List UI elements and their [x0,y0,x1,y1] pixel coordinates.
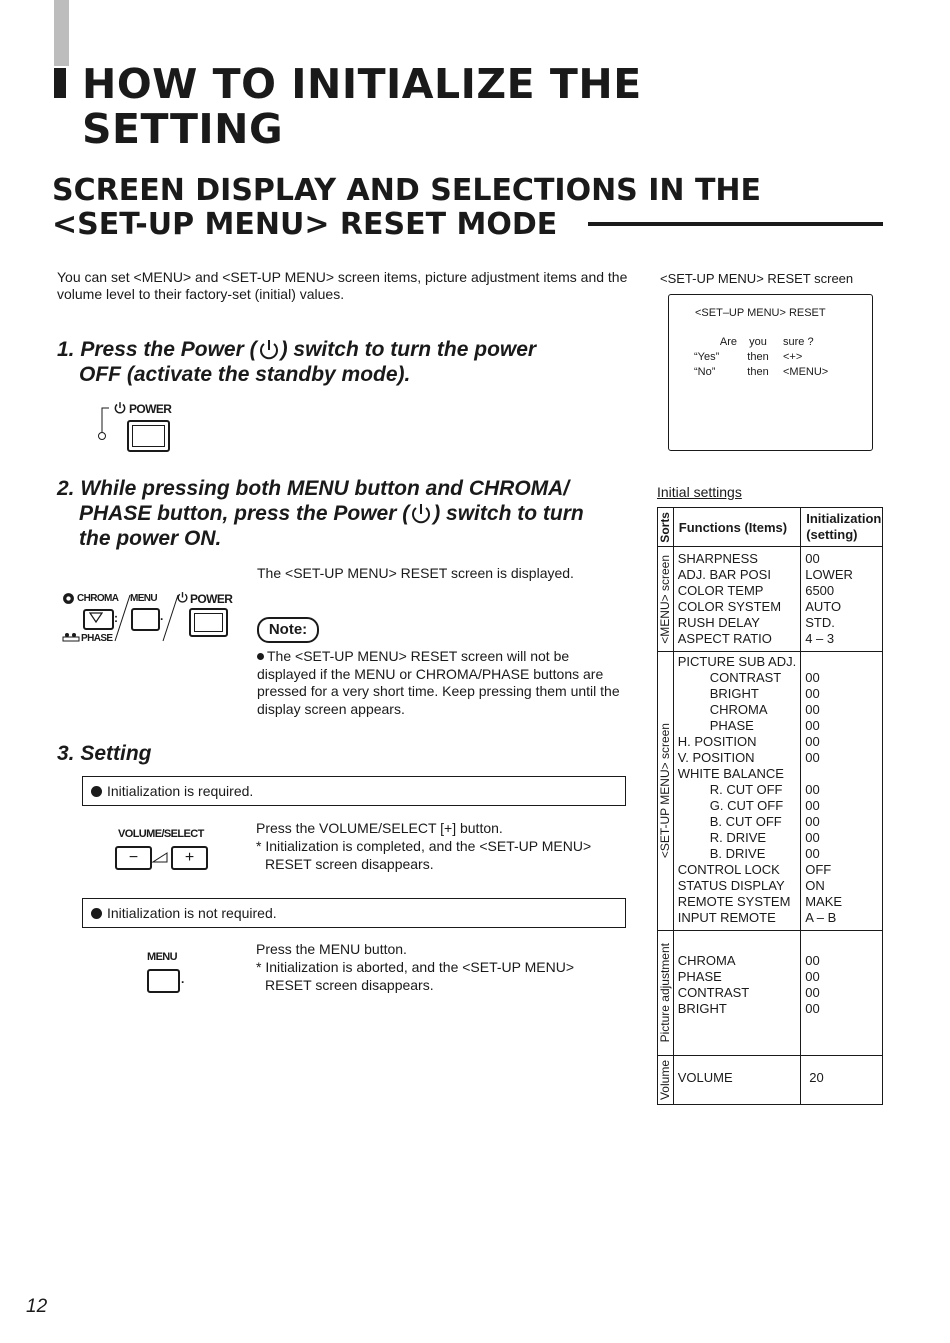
item-value [805,654,878,670]
sort-cell: Picture adjustment [658,931,674,1056]
power-label: POWER [190,592,233,606]
volume-minus-button[interactable]: − [115,846,152,870]
initialization-cell [801,1056,883,1105]
item-value: A – B [805,910,837,925]
divider-slash [112,593,132,643]
colon-mark: : [114,611,118,625]
initialization-cell [801,652,883,931]
item-name: CHROMA [677,953,736,968]
not-required-label: Initialization is not required. [107,905,277,921]
item-value: MAKE [805,894,843,909]
item-name: BRIGHT [677,1001,727,1016]
required-bar [82,776,626,806]
menu-button[interactable] [131,608,160,631]
item-name: RUSH DELAY [677,615,760,630]
item-value: 00 [805,830,820,845]
item-value: AUTO [805,599,842,614]
initialization-cell [801,931,883,1056]
header-functions: Functions (Items) [673,508,800,547]
item-value: LOWER [805,567,853,582]
chroma-label: CHROMA [77,593,119,604]
item-name: R. CUT OFF [709,782,783,797]
item-name: INPUT REMOTE [677,910,776,925]
down-triangle-icon [89,612,103,624]
bullet-icon [91,908,102,919]
not-required-instructions: Press the MENU button. * Initialization is aborted, and the <SET-UP MENU> RESET screen disappears. [256,941,575,993]
item-name: B. DRIVE [709,846,766,861]
item-value: OFF [805,862,832,877]
item-value: 4 – 3 [805,631,835,646]
item-name: REMOTE SYSTEM [677,894,791,909]
bullet-icon [257,653,264,660]
page-number: 12 [26,1296,48,1317]
item-name: CHROMA [709,702,768,717]
section-rule [588,222,883,226]
phase-label: PHASE [81,633,113,644]
sort-cell: <MENU> screen [658,547,674,652]
phase-icon [62,632,80,642]
step-3-heading: 3. Setting [57,742,152,765]
item-name: CONTRAST [709,670,782,685]
step-2-heading: 2. While pressing both MENU button and CHROMA/ PHASE button, press the Power ( ) switch to turn the power ON. [57,477,584,551]
initial-settings-table [657,507,883,1105]
item-name: PICTURE SUB ADJ. [677,654,797,669]
reset-screen-message: Are you sure ? “Yes” then <+> “No” then <MENU> [694,336,829,378]
title-line-1: HOW TO INITIALIZE THE [82,60,642,108]
item-value: 00 [805,670,820,685]
chroma-icon [62,592,75,605]
item-value: 00 [805,969,820,984]
item-name: CONTROL LOCK [677,862,780,877]
dot-mark: . [181,972,185,986]
header-sorts: Sorts [658,508,674,547]
power-button[interactable] [127,420,170,452]
item-value: 00 [805,985,820,1000]
item-name: STATUS DISPLAY [677,878,785,893]
item-name: WHITE BALANCE [677,766,784,781]
intro-text: You can set <MENU> and <SET-UP MENU> screen items, picture adjustment items and the volume level to their factory-set (initial) values. [57,269,628,302]
menu-label: MENU [147,951,177,963]
initial-settings-caption: Initial settings [657,484,742,500]
power-label: POWER [129,402,172,416]
title-marker [54,68,66,98]
bullet-icon [91,786,102,797]
note-text: The <SET-UP MENU> RESET screen will not be displayed if the MENU or CHROMA/PHASE buttons are pressed for a very short time. Keep pressing them until the display screen appears. [257,648,620,717]
table-row [658,547,883,652]
item-value: 20 [809,1070,824,1085]
item-name: PHASE [677,969,722,984]
item-name: CONTRAST [677,985,750,1000]
item-name: COLOR TEMP [677,583,764,598]
item-value: 6500 [805,583,835,598]
item-name: ASPECT RATIO [677,631,772,646]
volume-plus-button[interactable]: + [171,846,208,870]
subtitle-line-2: <SET-UP MENU> RESET MODE [52,207,558,242]
table-row [658,1056,883,1105]
menu-button[interactable] [147,969,180,993]
functions-cell [673,652,800,931]
item-value: 00 [805,814,820,829]
functions-cell [673,1056,800,1105]
table-row [658,931,883,1056]
page-title [82,62,642,152]
volume-select-label: VOLUME/SELECT [118,828,204,840]
item-value: 00 [805,782,820,797]
header-accent-bar [54,0,69,66]
item-name: ADJ. BAR POSI [677,567,771,582]
item-value: 00 [805,1001,820,1016]
reset-screen [668,294,873,451]
subtitle-line-1: SCREEN DISPLAY AND SELECTIONS IN THE [52,173,762,208]
item-name: COLOR SYSTEM [677,599,782,614]
item-value: 00 [805,750,820,765]
item-value: 00 [805,798,820,813]
sort-cell: Volume [658,1056,674,1105]
section-title [52,174,761,242]
power-symbol-icon [409,502,433,526]
item-value: 00 [805,686,820,701]
item-value: ON [805,878,825,893]
power-symbol-icon [257,338,281,362]
item-value: 00 [805,702,820,717]
table-header-row [658,508,883,547]
reset-displayed-text: The <SET-UP MENU> RESET screen is displayed. [257,565,574,581]
dot-mark: . [160,609,164,623]
item-value: 00 [805,551,820,566]
item-value: 00 [805,718,820,733]
required-label: Initialization is required. [107,783,254,799]
item-name: R. DRIVE [709,830,767,845]
functions-cell [673,547,800,652]
functions-cell [673,931,800,1056]
note-badge: Note: [257,617,319,643]
menu-label: MENU [130,593,158,604]
title-line-2: SETTING [82,105,284,153]
item-value: 00 [805,953,820,968]
item-value [805,766,878,782]
note-text-block [257,648,627,718]
power-small-icon [176,591,189,604]
power-button[interactable] [189,608,228,637]
required-instructions: Press the VOLUME/SELECT [+] button. * Initialization is completed, and the <SET-UP MENU> RESET screen disappears. [256,820,592,872]
initialization-cell [801,547,883,652]
sort-cell: <SET-UP MENU> screen [658,652,674,931]
reset-screen-title: <SET–UP MENU> RESET [695,307,826,319]
item-name: BRIGHT [709,686,759,701]
item-value: 00 [805,734,820,749]
item-name: VOLUME [677,1070,733,1085]
not-required-bar [82,898,626,928]
item-value: STD. [805,615,835,630]
item-value: 00 [805,846,820,861]
power-led-line-icon [98,400,112,442]
table-row [658,652,883,931]
power-small-icon [113,401,127,415]
item-name: PHASE [709,718,754,733]
step-1-heading: 1. Press the Power ( ) switch to turn the power OFF (activate the standby mode). [57,338,537,387]
item-name: G. CUT OFF [709,798,784,813]
item-name: SHARPNESS [677,551,758,566]
item-name: B. CUT OFF [709,814,782,829]
volume-ramp-icon [152,851,168,863]
item-name: V. POSITION [677,750,755,765]
reset-screen-caption: <SET-UP MENU> RESET screen [660,271,854,286]
item-name: H. POSITION [677,734,757,749]
header-initialization: Initialization (setting) [801,508,883,547]
